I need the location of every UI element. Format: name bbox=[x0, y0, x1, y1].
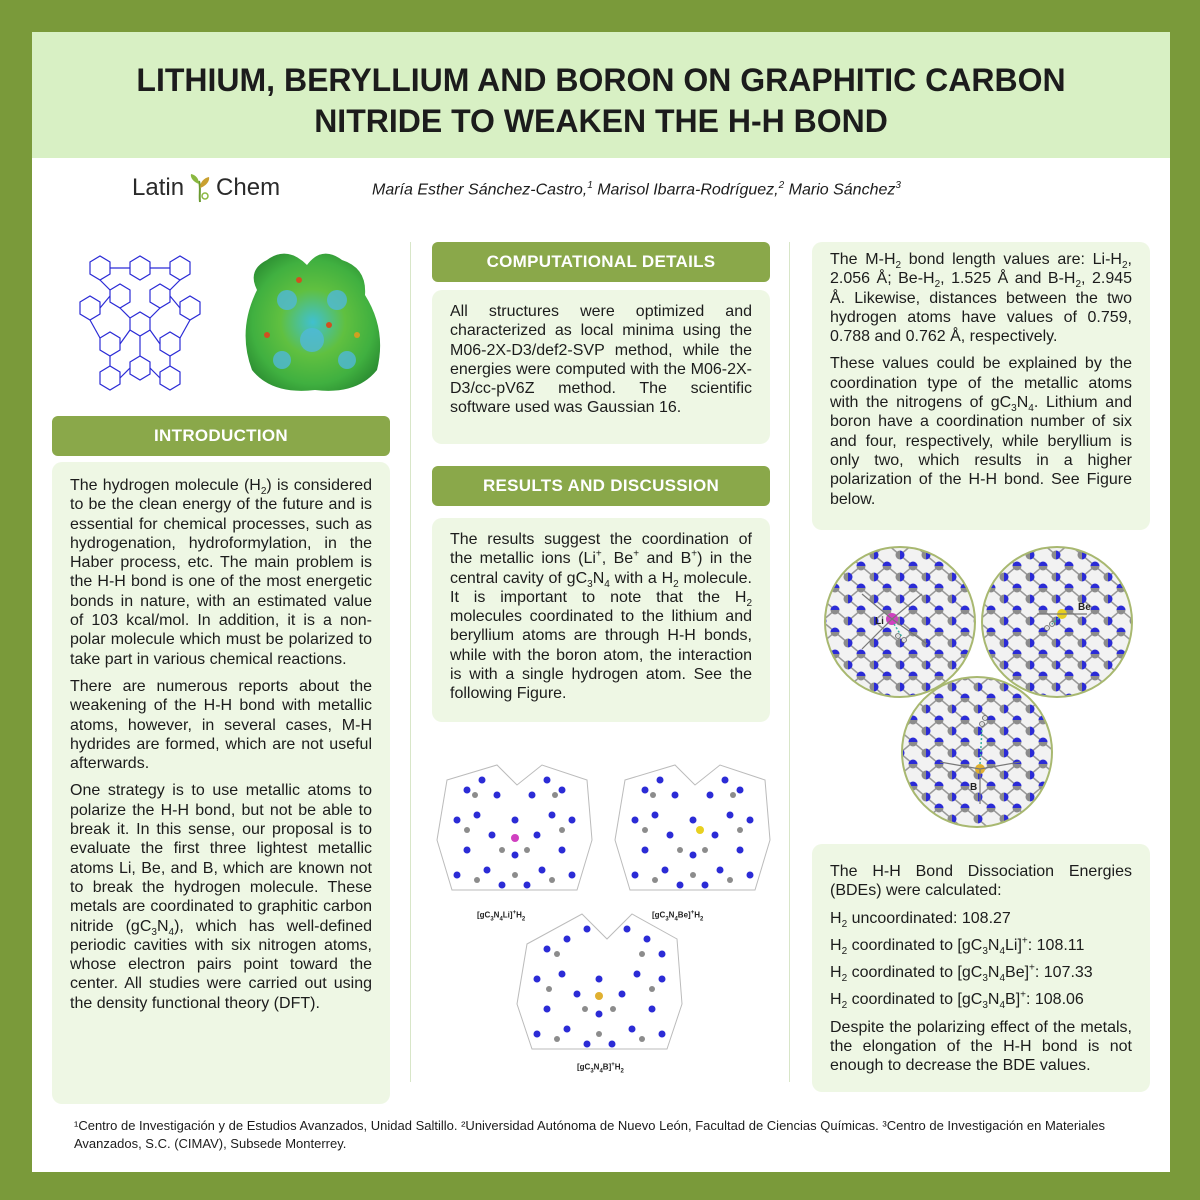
intro-paragraph-3: One strategy is to use metallic atoms to polarize the H-H bond, but not be able to break it. In this sense, our proposal is to evaluate the first three lightest metallic atoms Li, Be, and B, which are known not to break the hydrogen molecule. These metals are coordinated to graphitic carbon nitride $(gC_3N_4)$, which has well-defined periodic cavities with six nitrogen atoms, whose electron pairs point toward the center. All studies were carried out using the density functional theory (DFT). bbox=[70, 782, 372, 1012]
introduction-text bbox=[70, 476, 372, 1021]
column-divider-2 bbox=[789, 242, 790, 1082]
affil-mark-3: 3 bbox=[895, 180, 901, 191]
affil-mark-2: 2 bbox=[778, 180, 785, 191]
title-line-2: NITRIDE TO WEAKEN THE H-H BOND bbox=[314, 103, 888, 139]
author-3: Mario Sánchez bbox=[788, 181, 896, 199]
caption-li-h2: $[gC_3N_4Li]^+H_2$ bbox=[477, 910, 526, 923]
column-divider-1 bbox=[410, 242, 411, 1082]
logo-text-right: Chem bbox=[216, 174, 281, 201]
bde-line-uncoordinated: $H_2$ uncoordinated: 108.27 bbox=[830, 909, 1011, 930]
title-line-1: LITHIUM, BERYLLIUM AND BORON ON GRAPHITIC CARBON bbox=[136, 62, 1066, 98]
structure-be-h2 bbox=[605, 750, 780, 910]
bde-line-b: $H_2$ coordinated to $[gC_3N_4B]^+$: 108.06 bbox=[830, 990, 1084, 1012]
computational-text: All structures were optimized and characterized as local minima using the M06-2X-D3/def2-SVP method, while the energies were computed with the M06-2X-D3/cc-pV6Z method. The scientific software used was Gaussian 16. bbox=[450, 303, 752, 417]
author-1: María Esther Sánchez-Castro, bbox=[372, 181, 588, 199]
author-2: Marisol Ibarra-Rodríguez, bbox=[597, 181, 779, 199]
title-banner bbox=[32, 32, 1170, 158]
results-heading: RESULTS AND DISCUSSION bbox=[482, 476, 720, 495]
bond-length-paragraph: The $M-H_2$ bond length values are: $Li-H_2$, 2.056 Å; $Be-H_2$, 1.525 Å and $B-H_2$, 2.945 Å. Likewise, distances between the two hydrogen atoms have values of 0.759, 0.788 and 0.762 Å, respectively. bbox=[830, 251, 1133, 346]
sprout-icon bbox=[185, 172, 215, 204]
section-header-introduction bbox=[52, 416, 390, 456]
bde-text bbox=[830, 862, 1132, 1084]
intro-paragraph-1: The hydrogen molecule $(H_2)$ is considered to be the clean energy of the future and is essential for chemical processes, such as hydrogenation, hydroformylation, in the Haber process, etc. The main problem is the H-H bond is one of the most energetic bonds in nature, with an estimated value of 103 kcal/mol. In addition, it is a non-polar molecule which must be polarized to take part in various chemical reactions. bbox=[70, 477, 373, 668]
bde-line-li: $H_2$ coordinated to $[gC_3N_4Li]^+$: 108.11 bbox=[830, 935, 1085, 958]
gc3n4-structure-drawing bbox=[60, 242, 220, 402]
electrostatic-potential-map bbox=[237, 240, 392, 400]
coordination-zoom-figure bbox=[822, 544, 1142, 834]
affil-mark-1: 1 bbox=[587, 180, 593, 191]
bde-conclusion: Despite the polarizing effect of the metals, the elongation of the H-H bond is not enough to decrease the BDE values. bbox=[830, 1018, 1132, 1075]
section-header-computational bbox=[432, 242, 770, 282]
zoom-label-be: Be bbox=[1078, 602, 1091, 613]
affiliations-footer: ¹Centro de Investigación y de Estudios Avanzados, Unidad Saltillo. ²Universidad Autónoma de Nuevo León, Facultad de Ciencias Químicas. ³Centro de Investigación en Materiales Avanzados, S.C. (CIMAV), Subsede Monterrey. bbox=[74, 1118, 1105, 1151]
structure-li-h2 bbox=[427, 750, 602, 910]
results-text: The results suggest the coordination of the metallic ions (Li+, Be+ and B+) in the central cavity of $gC_3N_4$ with a $H_2$ molecule. It is important to note that the $H_2$ molecules coordinated to the lithium and beryllium atoms are through H-H bonds, while with the boron atom, the interaction is with a single hydrogen atom. See the following Figure. bbox=[450, 531, 753, 703]
intro-paragraph-2: There are numerous reports about the weakening of the H-H bond with metallic atoms, however, in several cases, M-H hydrides are formed, which are not useful afterwards. bbox=[70, 677, 372, 773]
author-list bbox=[372, 180, 1092, 199]
bond-length-text bbox=[830, 250, 1132, 517]
zoom-label-b: B bbox=[970, 782, 978, 793]
structure-b-h2 bbox=[507, 904, 692, 1064]
poster bbox=[32, 32, 1170, 1172]
logo-text-left: Latin bbox=[132, 174, 185, 201]
section-header-results bbox=[432, 466, 770, 506]
zoom-label-li: Li bbox=[875, 616, 884, 627]
introduction-heading: INTRODUCTION bbox=[154, 426, 288, 445]
caption-b-h2: $[gC_3N_4B]^+H_2$ bbox=[577, 1062, 624, 1075]
latinchem-logo bbox=[132, 170, 280, 206]
bde-line-be: $H_2$ coordinated to $[gC_3N_4Be]^+$: 107.33 bbox=[830, 962, 1093, 985]
coordination-paragraph: These values could be explained by the coordination type of the metallic atoms with the nitrogens of $gC_3N_4$. Lithium and boron have a coordination number of six and four, respectively, while beryllium is only two, which results in a higher polarization of the H-H bond. See Figure below. bbox=[830, 355, 1133, 508]
bde-intro: The H-H Bond Dissociation Energies (BDEs) were calculated: bbox=[830, 863, 1132, 900]
computational-heading: COMPUTATIONAL DETAILS bbox=[486, 252, 716, 271]
poster-title bbox=[72, 60, 1130, 142]
caption-be-h2: $[gC_3N_4Be]^+H_2$ bbox=[652, 910, 704, 923]
